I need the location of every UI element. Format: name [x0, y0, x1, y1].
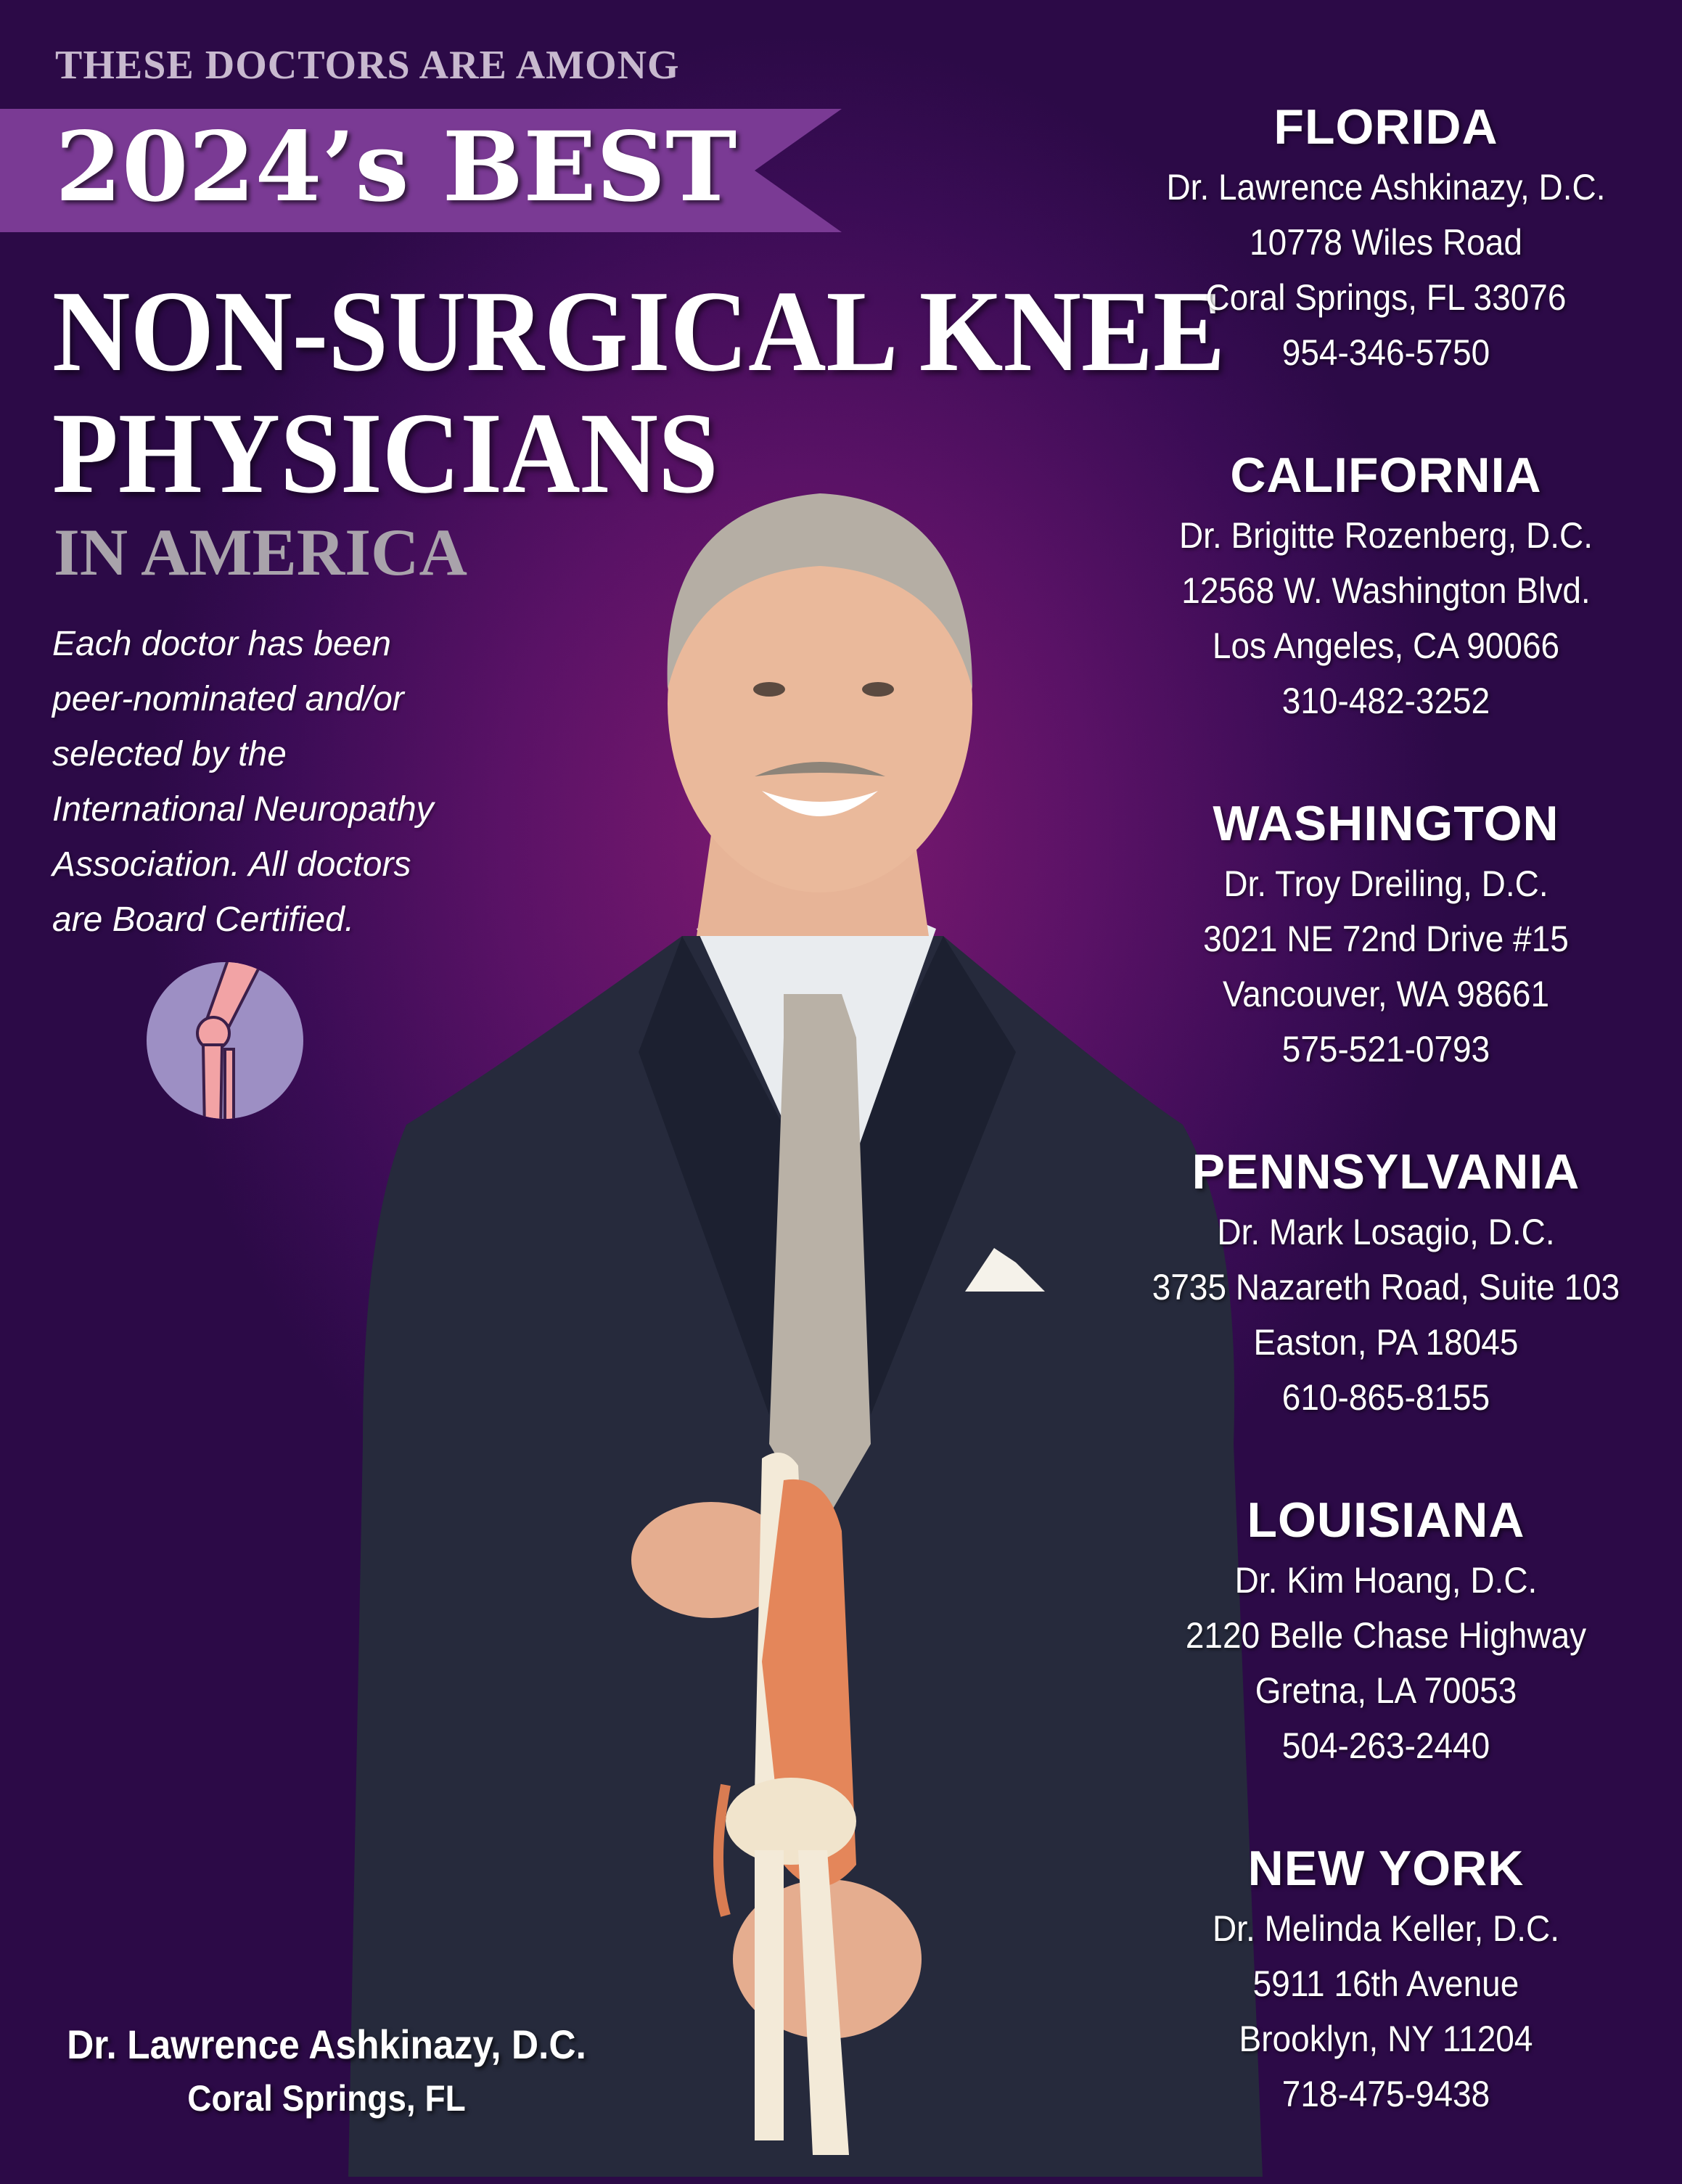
headline-line-2: PHYSICIANS: [52, 388, 718, 517]
street-address: 5911 16th Avenue: [1252, 1963, 1519, 2004]
phone-number: 575-521-0793: [1281, 1029, 1490, 1070]
city-state-zip: Brooklyn, NY 11204: [1239, 2019, 1533, 2059]
city-state-zip: Los Angeles, CA 90066: [1212, 625, 1560, 666]
caption-doctor-name: Dr. Lawrence Ashkinazy, D.C.: [67, 2021, 586, 2067]
listing-pennsylvania: [1117, 1139, 1654, 1487]
doctor-name: Dr. Troy Dreiling, D.C.: [1223, 863, 1548, 904]
street-address: 10778 Wiles Road: [1250, 222, 1522, 263]
phone-number: 954-346-5750: [1281, 332, 1490, 373]
phone-number: 310-482-3252: [1281, 681, 1490, 721]
doctor-name: Dr. Kim Hoang, D.C.: [1234, 1560, 1538, 1601]
city-state-zip: Vancouver, WA 98661: [1222, 974, 1550, 1014]
listing-california: [1117, 443, 1654, 791]
state-heading: CALIFORNIA: [1230, 448, 1542, 503]
phone-number: 610-865-8155: [1281, 1377, 1490, 1418]
headline-line-1: NON-SURGICAL KNEE: [52, 266, 1226, 395]
city-state-zip: Gretna, LA 70053: [1255, 1670, 1517, 1711]
blurb-line: are Board Certified.: [52, 900, 355, 939]
city-state-zip: Easton, PA 18045: [1253, 1322, 1519, 1363]
doctor-name: Dr. Mark Losagio, D.C.: [1217, 1212, 1555, 1252]
doctor-listings: [1117, 94, 1654, 2184]
listing-washington: [1117, 791, 1654, 1139]
kicker-text: THESE DOCTORS ARE AMONG: [55, 43, 680, 88]
banner-title: 2024’s BEST: [55, 111, 737, 223]
city-state-zip: Coral Springs, FL 33076: [1205, 277, 1567, 318]
caption-city: Coral Springs, FL: [187, 2078, 466, 2119]
listing-new-york: [1117, 1836, 1654, 2184]
street-address: 2120 Belle Chase Highway: [1185, 1615, 1587, 1656]
blurb-line: Each doctor has been: [52, 625, 391, 663]
state-heading: PENNSYLVANIA: [1191, 1144, 1580, 1199]
knee-joint-icon: [144, 959, 306, 1122]
title-banner: [0, 109, 842, 232]
state-heading: NEW YORK: [1247, 1841, 1525, 1896]
doctor-name: Dr. Melinda Keller, D.C.: [1212, 1908, 1560, 1949]
phone-number: 504-263-2440: [1281, 1725, 1490, 1766]
blurb-line: International Neuropathy: [52, 790, 434, 829]
blurb-line: Association. All doctors: [52, 845, 411, 884]
photo-caption: [44, 2017, 610, 2125]
doctor-name: Dr. Brigitte Rozenberg, D.C.: [1178, 515, 1593, 556]
street-address: 12568 W. Washington Blvd.: [1181, 570, 1591, 611]
state-heading: FLORIDA: [1273, 99, 1498, 155]
listing-louisiana: [1117, 1487, 1654, 1836]
doctor-name: Dr. Lawrence Ashkinazy, D.C.: [1166, 167, 1606, 208]
state-heading: WASHINGTON: [1213, 796, 1559, 851]
listing-florida: [1117, 94, 1654, 443]
blurb-line: peer-nominated and/or: [52, 680, 404, 718]
blurb-line: selected by the: [52, 735, 287, 773]
street-address: 3735 Nazareth Road, Suite 103: [1152, 1267, 1620, 1307]
subheading: IN AMERICA: [54, 515, 467, 589]
phone-number: 718-475-9438: [1281, 2074, 1490, 2114]
state-heading: LOUISIANA: [1247, 1493, 1525, 1548]
street-address: 3021 NE 72nd Drive #15: [1203, 919, 1569, 959]
